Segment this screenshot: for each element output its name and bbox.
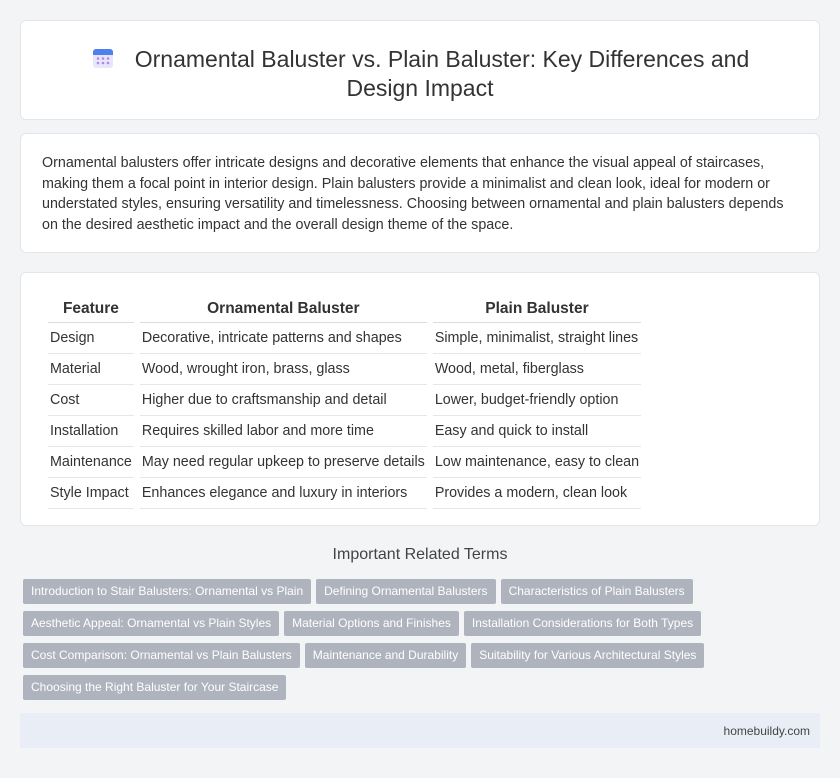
table-cell: Higher due to craftsmanship and detail — [140, 385, 427, 416]
table-header-row — [48, 295, 641, 323]
table-cell: Provides a modern, clean look — [433, 478, 641, 509]
table-cell: Lower, budget-friendly option — [433, 385, 641, 416]
column-header-feature: Feature — [48, 295, 134, 323]
column-header-ornamental: Ornamental Baluster — [140, 295, 427, 323]
table-cell: Cost — [48, 385, 134, 416]
table-cell: Enhances elegance and luxury in interiors — [140, 478, 427, 509]
related-term-tag[interactable]: Aesthetic Appeal: Ornamental vs Plain Styles — [23, 611, 279, 636]
related-term-tag[interactable]: Cost Comparison: Ornamental vs Plain Balusters — [23, 643, 300, 668]
intro-card — [20, 133, 820, 253]
table-cell: Requires skilled labor and more time — [140, 416, 427, 447]
page-title: Ornamental Baluster vs. Plain Baluster: Key Differences and Design Impact — [134, 46, 750, 101]
footer — [20, 713, 820, 748]
table-row — [48, 478, 641, 509]
table-row — [48, 416, 641, 447]
related-term-tag[interactable]: Introduction to Stair Balusters: Ornamental vs Plain — [23, 579, 311, 604]
related-terms-row — [23, 579, 823, 611]
table-row — [48, 354, 641, 385]
table-cell: Wood, wrought iron, brass, glass — [140, 354, 427, 385]
table-row — [48, 385, 641, 416]
calendar-icon — [91, 46, 115, 70]
related-term-tag[interactable]: Suitability for Various Architectural Styles — [471, 643, 704, 668]
intro-paragraph: Ornamental balusters offer intricate designs and decorative elements that enhance the visual appeal of staircases, making them a focal point in interior design. Plain balusters provide a minimalist and clean look, ideal for modern or understated styles, ensuring versatility and timelessness. Choosing between ornamental and plain balusters depends on the desired aesthetic impact and the overall design theme of the space. — [42, 155, 784, 233]
column-header-plain: Plain Baluster — [433, 295, 641, 323]
table-row — [48, 447, 641, 478]
related-terms-list — [23, 579, 823, 707]
related-terms-row — [23, 675, 823, 707]
page-title-row — [61, 45, 779, 103]
related-terms-row — [23, 643, 823, 675]
comparison-table — [42, 295, 647, 509]
table-cell: May need regular upkeep to preserve details — [140, 447, 427, 478]
table-cell: Easy and quick to install — [433, 416, 641, 447]
related-term-tag[interactable]: Choosing the Right Baluster for Your Staircase — [23, 675, 286, 700]
related-terms-row — [23, 611, 823, 643]
comparison-card — [20, 272, 820, 526]
table-cell: Installation — [48, 416, 134, 447]
related-term-tag[interactable]: Installation Considerations for Both Types — [464, 611, 701, 636]
table-row — [48, 323, 641, 354]
table-cell: Wood, metal, fiberglass — [433, 354, 641, 385]
related-term-tag[interactable]: Maintenance and Durability — [305, 643, 466, 668]
table-cell: Design — [48, 323, 134, 354]
related-term-tag[interactable]: Material Options and Finishes — [284, 611, 459, 636]
table-cell: Style Impact — [48, 478, 134, 509]
table-cell: Low maintenance, easy to clean — [433, 447, 641, 478]
footer-site-link[interactable]: homebuildy.com — [723, 724, 810, 738]
header-card — [20, 20, 820, 120]
related-terms-heading: Important Related Terms — [332, 546, 508, 563]
table-cell: Material — [48, 354, 134, 385]
table-cell: Simple, minimalist, straight lines — [433, 323, 641, 354]
related-term-tag[interactable]: Defining Ornamental Balusters — [316, 579, 495, 604]
related-term-tag[interactable]: Characteristics of Plain Balusters — [501, 579, 693, 604]
table-cell: Maintenance — [48, 447, 134, 478]
table-cell: Decorative, intricate patterns and shapes — [140, 323, 427, 354]
